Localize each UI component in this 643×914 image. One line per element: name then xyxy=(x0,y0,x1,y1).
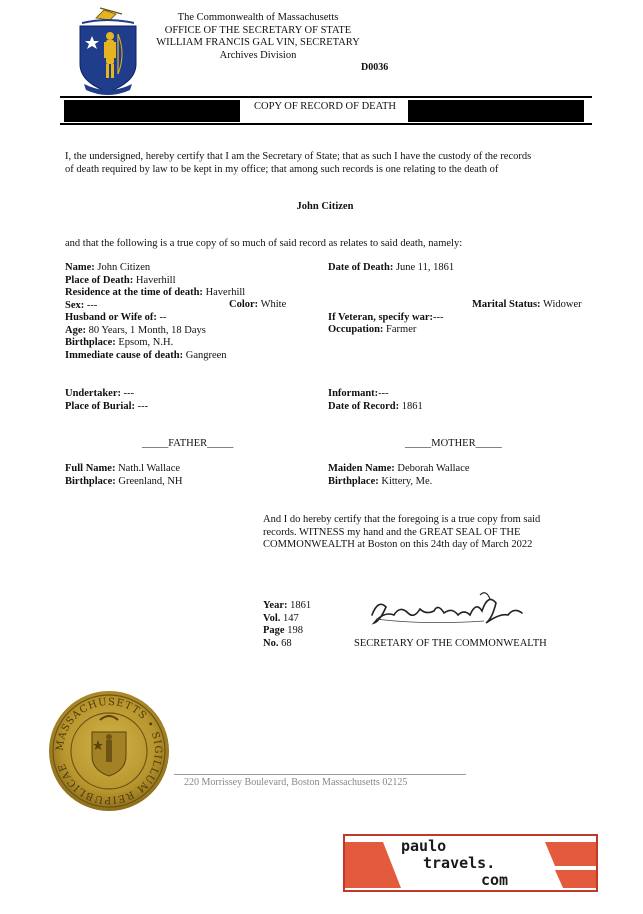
header-line-4: Archives Division xyxy=(219,49,297,61)
record-volume: Vol. 147 xyxy=(263,612,299,624)
certification-paragraph xyxy=(263,514,593,552)
decedent-name: John Citizen xyxy=(296,201,354,212)
watermark-line-3: com xyxy=(481,871,509,889)
document-header xyxy=(140,12,376,62)
footer-address: 220 Morrissey Boulevard, Boston Massachusetts 02125 xyxy=(184,777,408,788)
field-informant: Informant:--- xyxy=(328,388,389,399)
field-color: Color: White xyxy=(229,299,287,310)
watermark-text xyxy=(399,838,508,889)
field-date-of-record: Date of Record: 1861 xyxy=(328,400,423,412)
field-marital-status: Marital Status: Widower xyxy=(472,299,582,310)
record-page: Page 198 xyxy=(263,625,303,636)
certify-line-3: COMMONWEALTH at Boston on this 24th day of March 2022 xyxy=(263,539,533,550)
field-place-of-death: Place of Death: Haverhill xyxy=(65,274,176,286)
header-line-2: OFFICE OF THE SECRETARY OF STATE xyxy=(164,24,352,36)
father-full-name: Full Name: Nath.l Wallace xyxy=(65,463,181,474)
father-heading: _____FATHER_____ xyxy=(142,438,234,449)
certify-line-2: records. WITNESS my hand and the GREAT SEAL OF THE xyxy=(263,526,521,538)
record-year: Year: 1861 xyxy=(263,600,312,611)
signature-icon xyxy=(364,585,544,633)
burial-fields xyxy=(65,388,148,413)
mother-fields xyxy=(328,463,470,488)
intro-line-1: I, the undersigned, hereby certify that I am the Secretary of State; that as such I have the custody of the records xyxy=(65,151,532,162)
record-number: No. 68 xyxy=(263,637,292,649)
field-spouse: Husband or Wife of: -- xyxy=(65,312,167,323)
field-veteran: If Veteran, specify war:--- xyxy=(328,312,444,323)
field-place-of-burial: Place of Burial: --- xyxy=(65,400,149,412)
left-fields xyxy=(65,262,245,362)
intro-paragraph xyxy=(65,151,585,176)
title-rule-bottom xyxy=(60,123,592,125)
title-rule-top xyxy=(60,96,592,98)
field-undertaker: Undertaker: --- xyxy=(65,388,135,399)
seal-ring-text: MASSACHUSETTS • SIGILLUM REIPUBLICAE xyxy=(54,696,164,806)
header-line-3: WILLIAM FRANCIS GAL VIN, SECRETARY xyxy=(156,37,360,48)
document-title: COPY OF RECORD OF DEATH xyxy=(254,101,396,112)
intro-line-2: of death required by law to be kept in my office; that among such records is one relating to the death of xyxy=(65,163,499,175)
watermark-line-1: paulo xyxy=(401,837,447,855)
field-occupation: Occupation: Farmer xyxy=(328,324,417,335)
mother-birthplace: Birthplace: Kittery, Me. xyxy=(328,475,433,487)
watermark-line-2: travels. xyxy=(423,854,496,872)
redaction-bar-left xyxy=(64,100,240,122)
header-line-1: The Commonwealth of Massachusetts xyxy=(177,12,339,23)
mother-maiden-name: Maiden Name: Deborah Wallace xyxy=(328,463,470,474)
paulotravels-watermark-logo xyxy=(343,834,598,892)
document-code: D0036 xyxy=(361,62,389,73)
record-reference xyxy=(263,600,311,650)
signature-caption: SECRETARY OF THE COMMONWEALTH xyxy=(354,638,547,649)
informant-fields xyxy=(328,388,423,413)
mother-heading: _____MOTHER_____ xyxy=(405,438,502,449)
father-fields xyxy=(65,463,183,488)
followup-text: and that the following is a true copy of so much of said record as relates to said death, namely: xyxy=(65,238,463,249)
certify-line-1: And I do hereby certify that the foregoing is a true copy from said xyxy=(263,514,541,525)
field-birthplace: Birthplace: Epsom, N.H. xyxy=(65,337,174,348)
field-date-of-death: Date of Death: June 11, 1861 xyxy=(328,262,455,273)
massachusetts-coat-of-arms-icon xyxy=(74,4,142,96)
redaction-bar-right xyxy=(408,100,584,122)
field-age: Age: 80 Years, 1 Month, 18 Days xyxy=(65,324,206,336)
field-sex: Sex: --- xyxy=(65,299,98,311)
great-seal-icon xyxy=(48,690,170,812)
footer-rule xyxy=(174,774,466,775)
field-residence: Residence at the time of death: Haverhill xyxy=(65,287,246,298)
field-cause-of-death: Immediate cause of death: Gangreen xyxy=(65,349,227,361)
father-birthplace: Birthplace: Greenland, NH xyxy=(65,475,183,487)
field-name: Name: John Citizen xyxy=(65,262,151,273)
